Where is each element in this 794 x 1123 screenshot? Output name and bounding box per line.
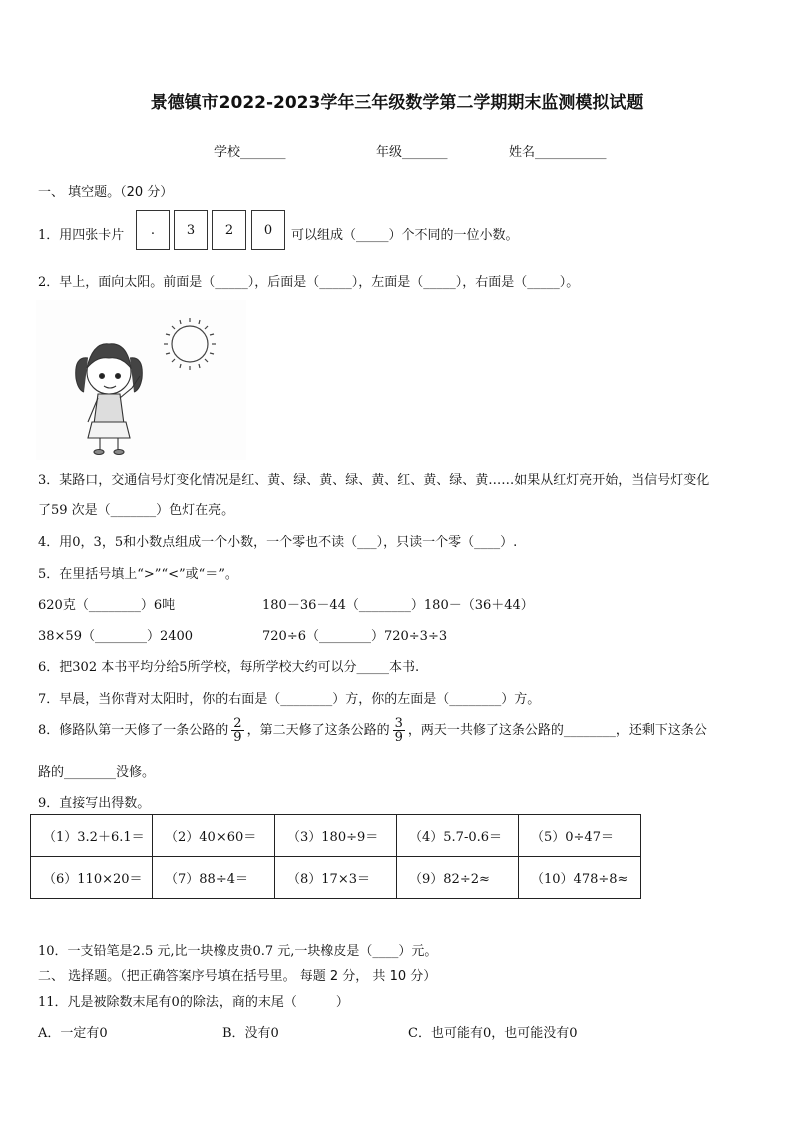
card-3: 2 [212,210,246,250]
card-4: 0 [251,210,285,250]
school-field: 学校_______ [214,145,286,160]
question-6: 6．把302 本书平均分给5所学校，每所学校大约可以分_____本书. [38,660,420,675]
table-cell: （10）478÷8≈ [519,857,641,899]
fraction-denominator: 9 [394,730,403,745]
question-3-line2: 了59 次是（_______）色灯在亮。 [38,503,235,518]
question-5d: 720÷6（________）720÷3÷3 [262,629,448,644]
table-row [31,815,641,857]
question-8-line2: 路的________没修。 [38,765,156,780]
q11-option-c: C．也可能有0，也可能没有0 [408,1026,578,1041]
page-title: 景德镇市2022-2023学年三年级数学第二学期期末监测模拟试题 [150,93,644,113]
table-cell: （7）88÷4＝ [153,857,275,899]
fraction-numerator: 3 [394,716,403,731]
fraction-2-9 [231,717,243,744]
question-9-stem: 9．直接写出得数。 [38,796,151,811]
question-5a: 620克（________）6吨 [38,598,176,613]
q8-part3: ，两天一共修了这条公路的________，还剩下这条公 [407,723,707,738]
card-1: . [136,210,170,250]
section-1-heading: 一、 填空题。（20 分） [38,185,174,200]
table-cell: （2）40×60＝ [153,815,275,857]
q1-suffix: 可以组成（_____）个不同的一位小数。 [291,228,519,243]
fraction-numerator: 2 [233,716,242,731]
table-cell: （1）3.2＋6.1＝ [31,815,153,857]
section-2-heading: 二、 选择题。（把正确答案序号填在括号里。 每题 2 分， 共 10 分） [38,969,437,984]
girl-and-sun-illustration [36,300,246,460]
name-field: 姓名___________ [509,145,607,160]
question-7: 7．早晨，当你背对太阳时，你的右面是（________）方，你的左面是（________）方。 [38,692,541,707]
table-cell: （5）0÷47＝ [519,815,641,857]
table-cell: （3）180÷9＝ [275,815,397,857]
question-3-line1: 3．某路口，交通信号灯变化情况是红、黄、绿、黄、绿、黄、红、黄、绿、黄……如果从红灯亮开始，当信号灯变化 [38,473,710,488]
question-11-stem: 11．凡是被除数末尾有0的除法，商的末尾（ ） [38,995,349,1010]
fraction-3-9 [393,717,405,744]
question-10: 10．一支铅笔是2.5 元,比一块橡皮贵0.7 元,一块橡皮是（____）元。 [38,944,438,959]
q1-prefix: 1．用四张卡片 [38,228,125,243]
question-5c: 38×59（________）2400 [38,629,194,644]
question-8-line1 [38,713,707,749]
q8-part2: ，第二天修了这条公路的 [246,723,390,738]
question-4: 4．用0，3，5和小数点组成一个小数，一个零也不读（___），只读一个零（____）. [38,535,518,550]
table-cell: （6）110×20＝ [31,857,153,899]
grade-field: 年级_______ [376,145,448,160]
table-cell: （9）82÷2≈ [397,857,519,899]
question-5-stem: 5．在里括号填上“>”“<”或“＝”。 [38,567,238,582]
q11-option-b: B．没有0 [222,1026,279,1041]
fraction-denominator: 9 [233,730,242,745]
table-row [31,857,641,899]
q8-part1: 8．修路队第一天修了一条公路的 [38,723,229,738]
question-5b: 180－36－44（________）180－（36＋44） [262,598,534,613]
q11-option-a: A．一定有0 [38,1026,108,1041]
table-cell: （8）17×3＝ [275,857,397,899]
card-2: 3 [174,210,208,250]
question-2: 2．早上，面向太阳。前面是（_____），后面是（_____），左面是（_____），右面是（_____）。 [38,275,580,290]
calc-table [30,814,641,899]
table-cell: （4）5.7-0.6＝ [397,815,519,857]
